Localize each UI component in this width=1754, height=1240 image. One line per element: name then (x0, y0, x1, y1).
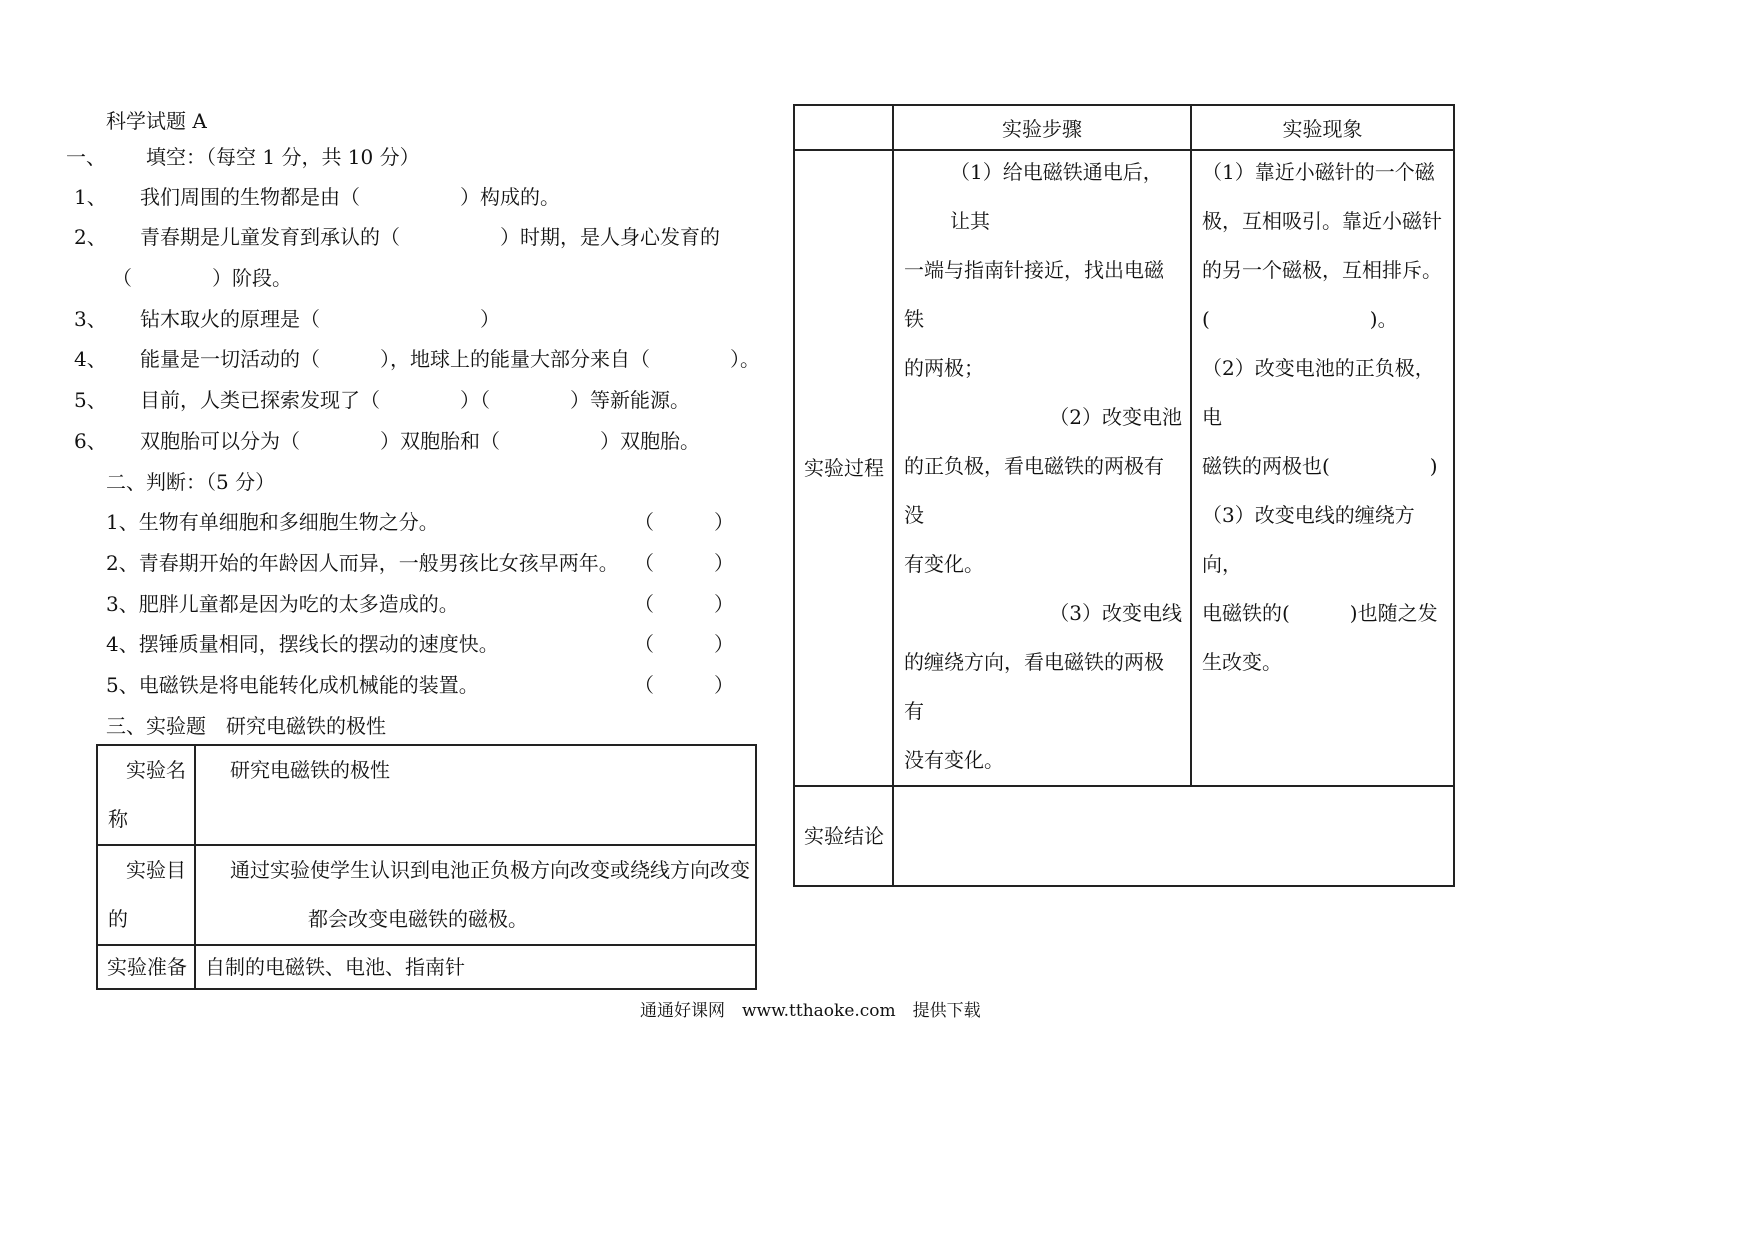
conclusion-label: 实验结论 (804, 824, 884, 848)
experiment-purpose-value-1: 通过实验使学生认识到电池正负极方向改变或绕线方向改变 (230, 858, 750, 882)
phenomena-line-5: （2）改变电池的正负极，电 (1202, 356, 1435, 429)
experiment-name-label-1: 实验名 (126, 758, 186, 782)
question-5-number: 5、 (74, 388, 107, 412)
judge-3-text: 3、肥胖儿童都是因为吃的太多造成的。 (106, 592, 459, 616)
experiment-prep-label-cell (97, 945, 195, 989)
section1-number: 一、 (66, 145, 106, 169)
experiment-name-value: 研究电磁铁的极性 (230, 758, 390, 782)
page-title: 科学试题 A (106, 109, 207, 133)
steps-line-7: （3）改变电线 (1049, 601, 1182, 625)
phenomena-line-2: 极，互相吸引。靠近小磁针 (1202, 209, 1442, 233)
question-3-number: 3、 (74, 307, 107, 331)
experiment-purpose-value-2: 都会改变电磁铁的磁极。 (308, 907, 528, 931)
process-label-cell (794, 150, 893, 786)
conclusion-answer-cell (893, 786, 1454, 886)
section2-heading: 二、判断：（5 分） (106, 470, 276, 494)
process-label: 实验过程 (804, 456, 884, 480)
question-3-text: 钻木取火的原理是（ ） (140, 307, 500, 331)
steps-line-9: 没有变化。 (904, 748, 1004, 772)
question-4-text: 能量是一切活动的（ ），地球上的能量大部分来自（ ）。 (140, 347, 760, 371)
question-6-number: 6、 (74, 429, 107, 453)
steps-line-8: 的缠绕方向，看电磁铁的两极有 (904, 650, 1164, 723)
experiment-prep-value: 自制的电磁铁、电池、指南针 (205, 955, 465, 979)
experiment-name-value-cell (195, 745, 756, 845)
phenomena-line-7: （3）改变电线的缠绕方向， (1202, 503, 1415, 576)
header-steps-cell (893, 105, 1191, 150)
question-1-number: 1、 (74, 185, 107, 209)
steps-line-2: 一端与指南针接近，找出电磁铁 (904, 258, 1164, 331)
experiment-name-label-2: 称 (108, 807, 128, 831)
question-4-number: 4、 (74, 347, 107, 371)
judge-4-bracket: （ ） (634, 632, 734, 656)
steps-line-6: 有变化。 (904, 552, 984, 576)
question-5-text: 目前，人类已探索发现了（ ）（ ）等新能源。 (140, 388, 690, 412)
question-1-text: 我们周围的生物都是由（ ）构成的。 (140, 185, 560, 209)
judge-3-bracket: （ ） (634, 592, 734, 616)
judge-1-bracket: （ ） (634, 510, 734, 534)
judge-5-text: 5、电磁铁是将电能转化成机械能的装置。 (106, 673, 479, 697)
experiment-name-label-cell (97, 745, 195, 845)
experiment-purpose-label-cell (97, 845, 195, 945)
header-phenomena: 实验现象 (1282, 117, 1363, 141)
judge-4-text: 4、摆锤质量相同，摆线长的摆动的速度快。 (106, 632, 499, 656)
judge-2-text: 2、青春期开始的年龄因人而异，一般男孩比女孩早两年。 (106, 551, 619, 575)
experiment-prep-value-cell (195, 945, 756, 989)
steps-line-4: （2）改变电池 (1049, 405, 1182, 429)
header-phenomena-cell (1191, 105, 1454, 150)
header-blank-cell (794, 105, 893, 150)
experiment-process-table (793, 104, 1455, 887)
question-2-continued: （ ）阶段。 (112, 266, 292, 290)
experiment-purpose-label-1: 实验目 (126, 858, 186, 882)
experiment-purpose-value-cell (195, 845, 756, 945)
phenomena-line-9: 生改变。 (1202, 650, 1282, 674)
phenomena-line-3: 的另一个磁极，互相排斥。 (1202, 258, 1442, 282)
experiment-info-table (96, 744, 757, 990)
phenomena-cell (1191, 150, 1454, 786)
steps-line-1: （1）给电磁铁通电后，让其 (950, 160, 1163, 233)
judge-5-bracket: （ ） (634, 673, 734, 697)
phenomena-line-1: （1）靠近小磁针的一个磁 (1202, 160, 1435, 184)
experiment-prep-label: 实验准备 (107, 955, 187, 979)
experiment-purpose-label-2: 的 (108, 907, 128, 931)
phenomena-line-8: 电磁铁的( )也随之发 (1202, 601, 1438, 625)
question-2-text: 青春期是儿童发育到承认的（ ）时期，是人身心发育的 (140, 225, 720, 249)
judge-1-text: 1、生物有单细胞和多细胞生物之分。 (106, 510, 439, 534)
footer-credit: 通通好课网 www.tthaoke.com 提供下载 (640, 1001, 981, 1021)
section1-heading: 填空：（每空 1 分，共 10 分） (146, 145, 420, 169)
question-6-text: 双胞胎可以分为（ ）双胞胎和（ ）双胞胎。 (140, 429, 700, 453)
question-2-number: 2、 (74, 225, 107, 249)
steps-line-3: 的两极； (904, 356, 984, 380)
conclusion-label-cell (794, 786, 893, 886)
phenomena-line-4: ( )。 (1202, 307, 1398, 331)
steps-line-5: 的正负极，看电磁铁的两极有没 (904, 454, 1164, 527)
steps-cell (893, 150, 1191, 786)
phenomena-line-6: 磁铁的两极也( ) (1202, 454, 1438, 478)
header-steps: 实验步骤 (1002, 117, 1082, 141)
section3-heading: 三、实验题 研究电磁铁的极性 (106, 714, 386, 738)
judge-2-bracket: （ ） (634, 551, 734, 575)
